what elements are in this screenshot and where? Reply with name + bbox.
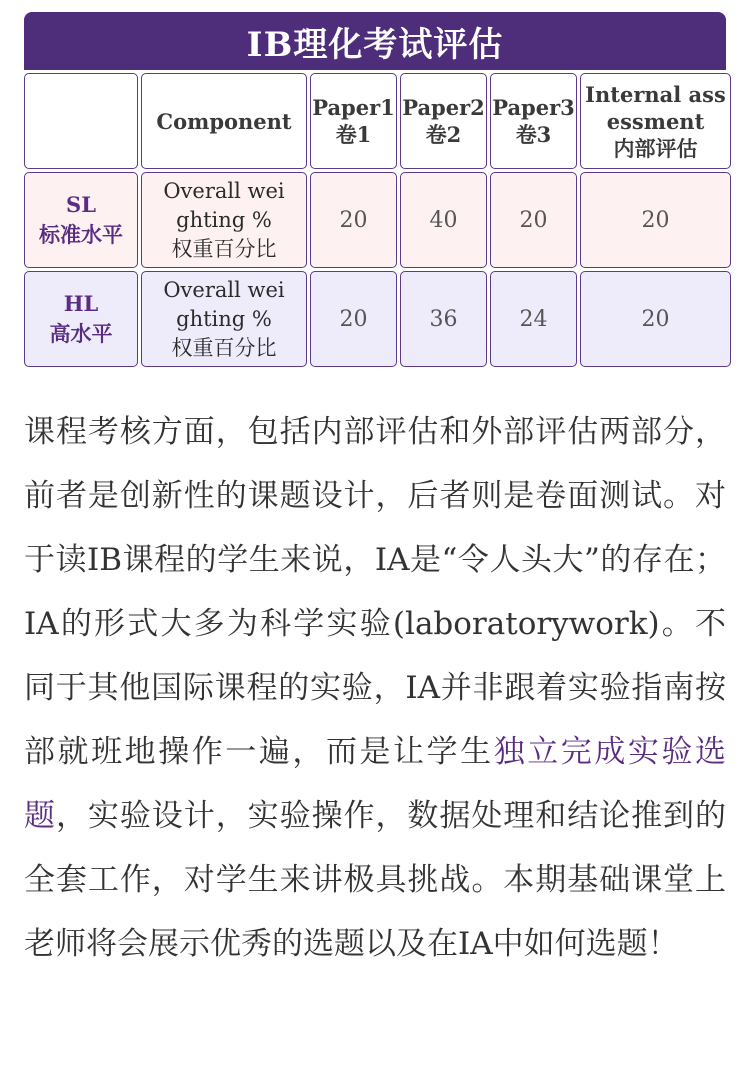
hl-component: Overall wei ghting % 权重百分比 <box>141 271 307 367</box>
header-paper1: Paper1 卷1 <box>310 73 397 169</box>
assessment-table <box>24 12 726 367</box>
header-paper3: Paper3 卷3 <box>490 73 577 169</box>
row-label-sl: SL 标准水平 <box>24 172 138 268</box>
row-label-hl: HL 高水平 <box>24 271 138 367</box>
sl-component: Overall wei ghting % 权重百分比 <box>141 172 307 268</box>
header-paper2: Paper2 卷2 <box>400 73 487 169</box>
paragraph-text-part2: ，实验设计，实验操作，数据处理和结论推到的全套工作，对学生来讲极具挑战。本期基础课堂上老师将会展示优秀的选题以及在IA中如何选题！ <box>24 798 726 962</box>
table-title: IB理化考试评估 <box>24 12 726 70</box>
sl-paper1-value: 20 <box>310 172 397 268</box>
header-component: Component <box>141 73 307 169</box>
hl-paper2-value: 36 <box>400 271 487 367</box>
paragraph-highlight: 独立完成实验选题 <box>24 734 727 834</box>
table-grid <box>24 73 726 367</box>
header-internal-assessment: Internal ass essment 内部评估 <box>580 73 731 169</box>
description-paragraph <box>24 400 726 976</box>
hl-ia-value: 20 <box>580 271 731 367</box>
hl-paper1-value: 20 <box>310 271 397 367</box>
hl-paper3-value: 24 <box>490 271 577 367</box>
paragraph-text-part1: 课程考核方面，包括内部评估和外部评估两部分，前者是创新性的课题设计，后者则是卷面测试。对于读IB课程的学生来说，IA是“令人头大”的存在；IA的形式大多为科学实验(laboratorywork)。不同于其他国际课程的实验，IA并非跟着实验指南按部就班地操作一遍，而是让学生 <box>24 414 726 770</box>
header-corner <box>24 73 138 169</box>
sl-ia-value: 20 <box>580 172 731 268</box>
sl-paper2-value: 40 <box>400 172 487 268</box>
sl-paper3-value: 20 <box>490 172 577 268</box>
